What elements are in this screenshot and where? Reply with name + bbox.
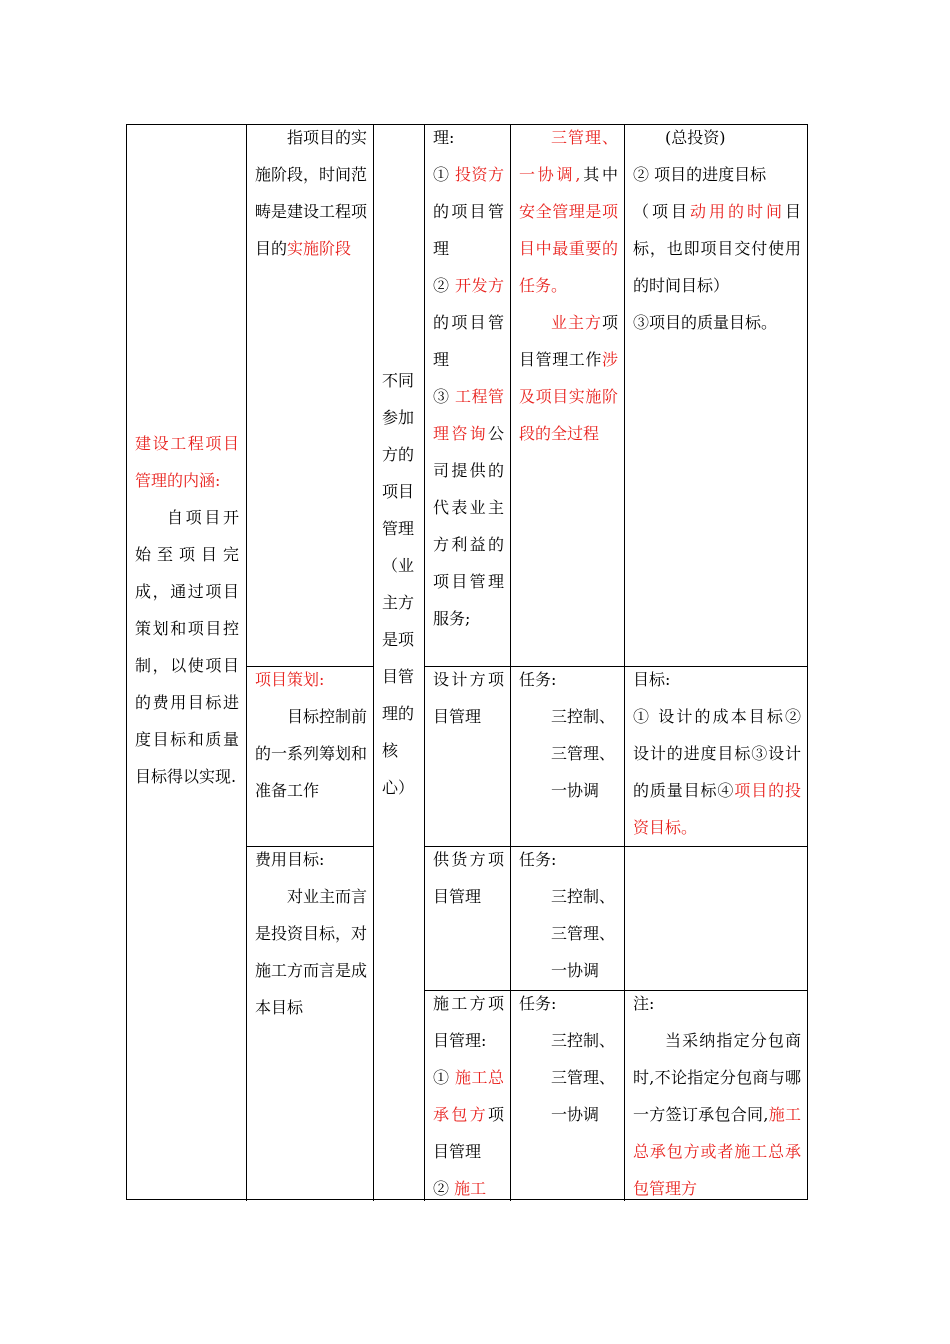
col6-goals-cell — [633, 119, 801, 341]
col6-schedule-goal: ② 项目的进度目标 — [633, 165, 767, 184]
col4-construction-2: 施工 — [454, 1179, 487, 1198]
grid-line — [624, 125, 625, 1201]
col4-num: ③ — [433, 387, 450, 406]
col6-investment-goal: 项目的投资目标。 — [633, 781, 801, 837]
task-line: 一协调 — [551, 961, 600, 980]
col2-cost-cell — [255, 841, 367, 1026]
col4-line-1: 理: — [433, 128, 455, 147]
col5-tasks-red: 三管理、一协调, — [519, 128, 618, 184]
grid-line — [373, 125, 374, 1201]
task-line: 三控制、 — [551, 707, 616, 726]
col4-supplier-text: 供货方项目管理 — [433, 850, 504, 906]
col4-construction-heading: 施工方项目管理: — [433, 994, 504, 1050]
col4-investor: 投资方 — [455, 165, 504, 184]
col6-quality-goal: ③项目的质量目标。 — [633, 313, 778, 332]
task-label: 任务: — [519, 850, 557, 869]
col5-construction-task-cell — [519, 985, 618, 1133]
col1-body: 自项目开始至项目完成，通过项目策划和项目控制，以使项目的费用目标进度目标和质量目标得以实现. — [135, 508, 239, 786]
col4-num: ② — [433, 276, 450, 295]
col5-safety: 安全管理是项目中最重要的任务。 — [519, 202, 618, 295]
col4-num: ① — [433, 1068, 450, 1087]
col6-design-goals: ① 设计的成本目标② 设计的进度目标③设计的质量目标④ — [633, 707, 801, 800]
col5-tasks-cell — [519, 119, 618, 452]
col6-use-time: 动用的时间 — [689, 202, 785, 221]
col1-heading: 建设工程项目管理的内涵: — [135, 434, 239, 490]
content-table — [126, 124, 808, 1200]
grid-line — [424, 125, 425, 1201]
col4-supplier-cell — [433, 841, 504, 915]
col4-design-cell — [433, 661, 504, 735]
col5-among: 其中 — [580, 165, 618, 184]
col5-owner-work: 项目管理工作 — [519, 313, 618, 369]
task-line: 一协调 — [551, 1105, 600, 1124]
col3-cell — [382, 362, 418, 806]
col4-general-contractor: 施工总承包方 — [433, 1068, 504, 1124]
col4-construction-cell — [433, 985, 504, 1207]
col2-scope-text: 指项目的实施阶段，时间范畴是建设工程项目的 — [255, 128, 367, 258]
col2-planning-cell — [255, 661, 367, 809]
grid-line — [510, 125, 511, 1201]
col4-consultant: 工程管理咨询 — [433, 387, 504, 443]
col5-owner: 业主方 — [551, 313, 602, 332]
col6-note-body: 当采纳指定分包商时,不论指定分包商与哪一方签订承包合同, — [633, 1031, 801, 1124]
col4-num: ② — [433, 1179, 450, 1198]
col5-design-task-cell — [519, 661, 618, 809]
task-line: 一协调 — [551, 781, 600, 800]
col6-design-goals-cell — [633, 661, 801, 846]
col2-scope-cell — [255, 119, 367, 267]
col4-developer: 开发方 — [455, 276, 504, 295]
task-label: 任务: — [519, 994, 557, 1013]
col6-note-cell — [633, 985, 801, 1207]
task-line: 三控制、 — [551, 1031, 616, 1050]
col4-developer-rest: 的项目管理 — [433, 313, 504, 369]
task-line: 三管理、 — [551, 744, 616, 763]
task-line: 三管理、 — [551, 1068, 616, 1087]
col6-note-red: 施工总承包方或者施工总承包管理方 — [633, 1105, 801, 1198]
col6-goal-label: 目标: — [633, 670, 671, 689]
col2-planning-heading: 项目策划: — [255, 670, 325, 689]
grid-line — [246, 125, 247, 1201]
col3-text: 不同参加方的项目管理（业主方是项目管理的核心） — [382, 371, 415, 797]
col2-planning-body: 目标控制前的一系列筹划和准备工作 — [255, 707, 367, 800]
col4-design-text: 设计方项目管理 — [433, 670, 504, 726]
task-line: 三管理、 — [551, 924, 616, 943]
col2-scope-red: 实施阶段 — [287, 239, 352, 258]
col6-paren: （项目 — [633, 202, 690, 221]
task-label: 任务: — [519, 670, 557, 689]
col6-note-label: 注: — [633, 994, 655, 1013]
col6-total-investment: (总投资) — [665, 128, 726, 147]
col4-num: ① — [433, 165, 450, 184]
col5-whole-process: 涉及项目实施阶段的全过程 — [519, 350, 618, 443]
col4-consultant-rest: 公司提供的代表业主方利益的项目管理服务; — [433, 424, 504, 628]
task-line: 三控制、 — [551, 887, 616, 906]
col5-supplier-task-cell — [519, 841, 618, 989]
col4-parties-cell — [433, 119, 504, 637]
col2-cost-body: 对业主而言是投资目标，对施工方而言是成本目标 — [255, 887, 367, 1017]
col1-cell — [135, 425, 239, 795]
col6-delivery: 目标，也即项目交付使用的时间目标） — [633, 202, 801, 295]
col4-general-contractor-rest: 项目管理 — [433, 1105, 504, 1161]
col4-investor-rest: 的项目管理 — [433, 202, 504, 258]
col2-cost-heading: 费用目标: — [255, 850, 325, 869]
